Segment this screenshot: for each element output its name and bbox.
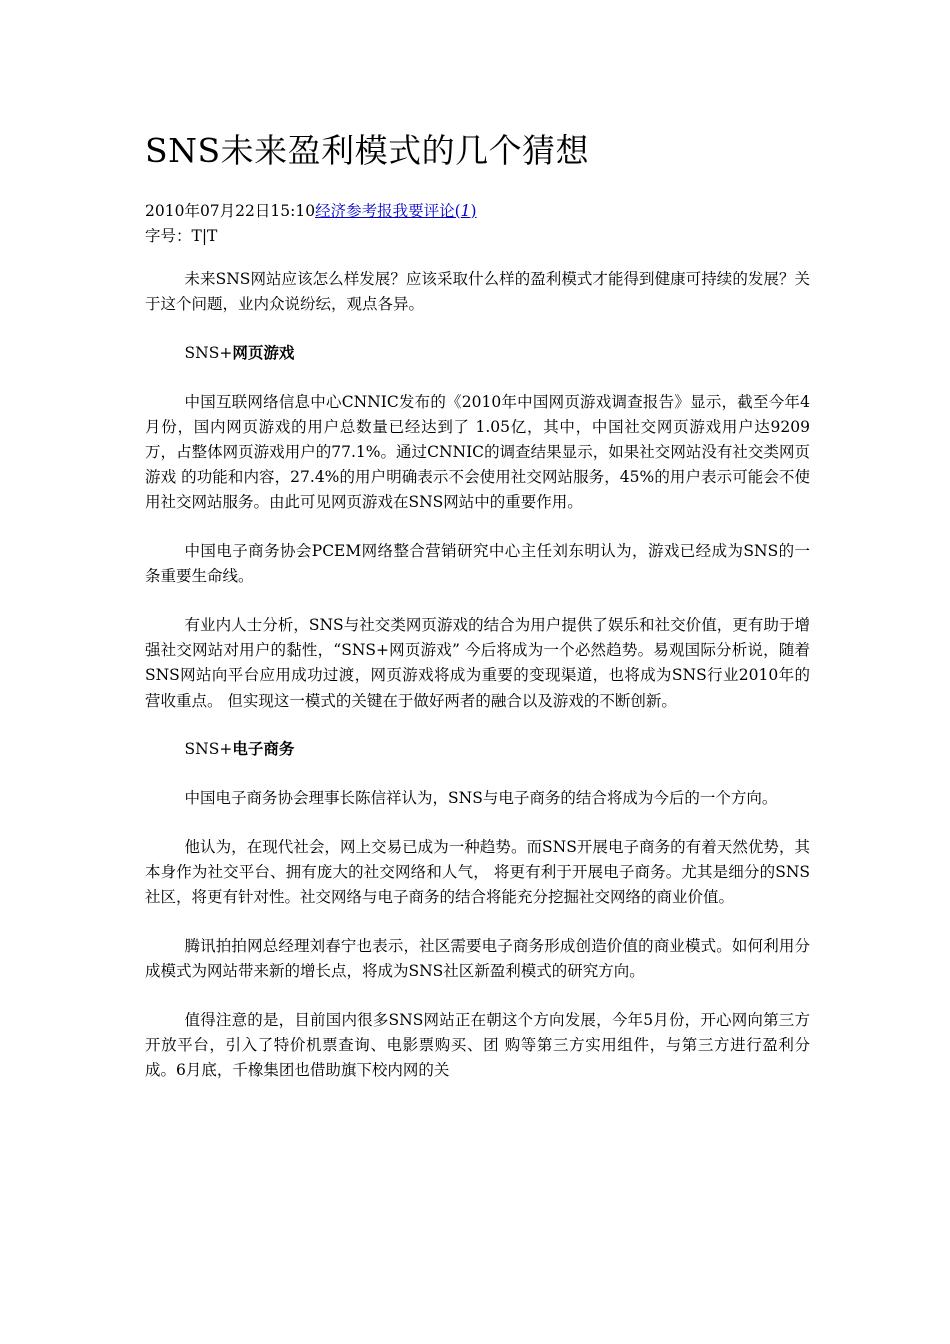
comment-link[interactable] bbox=[393, 202, 477, 220]
body-paragraph: 中国互联网络信息中心CNNIC发布的《2010年中国网页游戏调查报告》显示，截至今年4月份，国内网页游戏的用户总数量已经达到了 1.05亿，其中，中国社交网页游戏用户达9209万，占整体网页游戏用户的77.1%。通过CNNIC的调查结果显示，如果社交网站没有社交类网页游戏 的功能和内容，27.4%的用户明确表示不会使用社交网站服务，45%的用户表示可能会不使用社交网站服务。由此可见网页游戏在SNS网站中的重要作用。 bbox=[145, 392, 810, 512]
section-subheading bbox=[145, 737, 810, 762]
body-paragraph: 腾讯拍拍网总经理刘春宁也表示，社区需要电子商务形成创造价值的商业模式。如何利用分成模式为网站带来新的增长点，将成为SNS社区新盈利模式的研究方向。 bbox=[145, 936, 810, 981]
comment-count: 1 bbox=[460, 202, 471, 220]
body-paragraph: 有业内人士分析，SNS与社交类网页游戏的结合为用户提供了娱乐和社交价值，更有助于增强社交网站对用户的黏性，“SNS+网页游戏” 今后将成为一个必然趋势。易观国际分析说，随着SNS网站向平台应用成功过渡，网页游戏将成为重要的变现渠道，也将成为SNS行业2010年的营收重点。 但实现这一模式的关键在于做好两者的融合以及游戏的不断创新。 bbox=[145, 616, 810, 710]
body-paragraph: 他认为，在现代社会，网上交易已成为一种趋势。而SNS开展电子商务的有着天然优势，其本身作为社交平台、拥有庞大的社交网络和人气， 将更有利于开展电子商务。尤其是细分的SNS社区，将更有针对性。社交网络与电子商务的结合将能充分挖掘社交网络的商业价值。 bbox=[145, 837, 810, 907]
subheading-prefix: SNS+ bbox=[184, 740, 233, 759]
source-link[interactable]: 经济参考报 bbox=[315, 202, 393, 220]
body-paragraph: 中国电子商务协会PCEM网络整合营销研究中心主任刘东明认为，游戏已经成为SNS的一条重要生命线。 bbox=[145, 542, 810, 586]
body-paragraph: 未来SNS网站应该怎么样发展？应该采取什么样的盈利模式才能得到健康可持续的发展？关于这个问题，业内众说纷纭，观点各异。 bbox=[145, 270, 810, 314]
font-size-selector[interactable]: 字号：T|T bbox=[145, 227, 218, 245]
body-paragraph: 值得注意的是，目前国内很多SNS网站正在朝这个方向发展，今年5月份，开心网向第三方开放平台，引入了特价机票查询、电影票购买、团 购等第三方实用组件，与第三方进行盈利分成。6月底，千橡集团也借助旗下校内网的关 bbox=[145, 1010, 810, 1080]
comment-link-text: 我要评论( bbox=[392, 202, 461, 220]
article-body bbox=[145, 267, 810, 1107]
publish-datetime: 2010年07月22日15:10 bbox=[145, 202, 316, 220]
article-meta bbox=[145, 199, 477, 224]
section-subheading bbox=[145, 341, 810, 366]
comment-link-close: ) bbox=[470, 202, 477, 220]
subheading-label: 电子商务 bbox=[232, 740, 295, 759]
body-paragraph: 中国电子商务协会理事长陈信祥认为，SNS与电子商务的结合将成为今后的一个方向。 bbox=[184, 789, 778, 808]
subheading-label: 网页游戏 bbox=[232, 343, 295, 362]
article-title: SNS未来盈利模式的几个猜想 bbox=[145, 131, 590, 170]
subheading-prefix: SNS+ bbox=[184, 343, 233, 362]
